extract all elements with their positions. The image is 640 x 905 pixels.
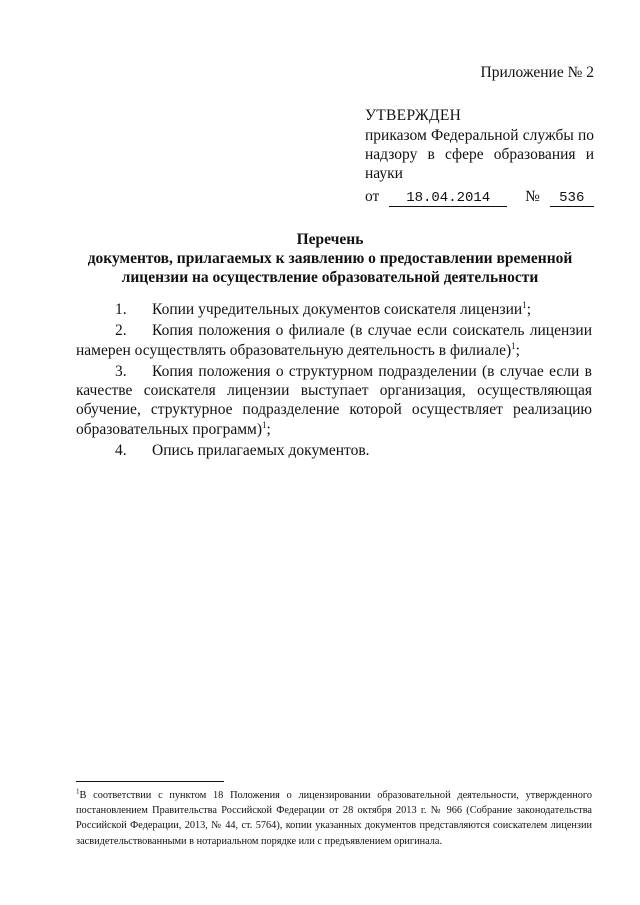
appendix-label: Приложение № 2 — [480, 64, 594, 81]
list-item-number: 2. — [115, 322, 127, 340]
footnote — [76, 788, 592, 849]
order-date: 18.04.2014 — [389, 191, 507, 207]
list-item-text: Копия положения о филиале (в случае если соискатель лицензии намерен осуществлять образовательную деятельность в филиале) — [76, 322, 592, 359]
approved-heading: УТВЕРЖДЕН — [365, 107, 462, 124]
list-item-tail: ; — [515, 341, 520, 359]
list-item-number: 3. — [115, 362, 127, 380]
number-sign: № — [525, 188, 540, 205]
footnote-divider — [76, 781, 224, 782]
list-item — [76, 441, 592, 460]
list-item-text: Опись прилагаемых документов. — [152, 442, 370, 460]
list-item — [76, 300, 592, 319]
list-item — [76, 362, 592, 439]
footnote-ref: 1 — [511, 340, 516, 351]
list-item-tail: ; — [526, 301, 532, 318]
title-line: Перечень — [296, 231, 364, 248]
approving-order-text: приказом Федеральной службы по надзору в сфере образования и науки — [365, 127, 594, 182]
list-item-text: Копии учредительных документов соискателя лицензии — [152, 301, 523, 318]
date-prefix: от — [365, 188, 380, 205]
approval-block — [365, 106, 595, 207]
title-subtitle: документов, прилагаемых к заявлению о предоставлении временной лицензии на осуществление образовательной деятельности — [87, 250, 573, 286]
list-item-number: 4. — [115, 442, 127, 460]
footnote-text: В соответствии с пунктом 18 Положения о лицензировании образовательной деятельности, утвержденного постановлением Правительства Российской Федерации от 28 октября 2013 г. № 966 (Собрание законодательства Российской Федерации, 2013, № 44, ст. 5764), копии указанных документов представляются соискателем лицензии засвидетельствованными в нотариальном порядке или с предъявлением оригинала. — [76, 790, 592, 847]
order-date-number-line — [365, 187, 595, 207]
list-item-tail: ; — [266, 420, 271, 438]
list-item-number: 1. — [115, 301, 127, 318]
document-list — [76, 300, 592, 462]
list-item — [76, 321, 592, 360]
footnote-ref: 1 — [522, 299, 527, 310]
document-title — [60, 230, 600, 287]
list-item-text: Копия положения о структурном подразделении (в случае если в качестве соискателя лицензии выступает организация, осуществляющая обучение, структурное подразделение которой осуществляет реализацию образовательных программ) — [76, 362, 592, 438]
footnote-mark: 1 — [76, 787, 80, 796]
order-number: 536 — [550, 191, 594, 207]
footnote-ref: 1 — [262, 419, 267, 430]
